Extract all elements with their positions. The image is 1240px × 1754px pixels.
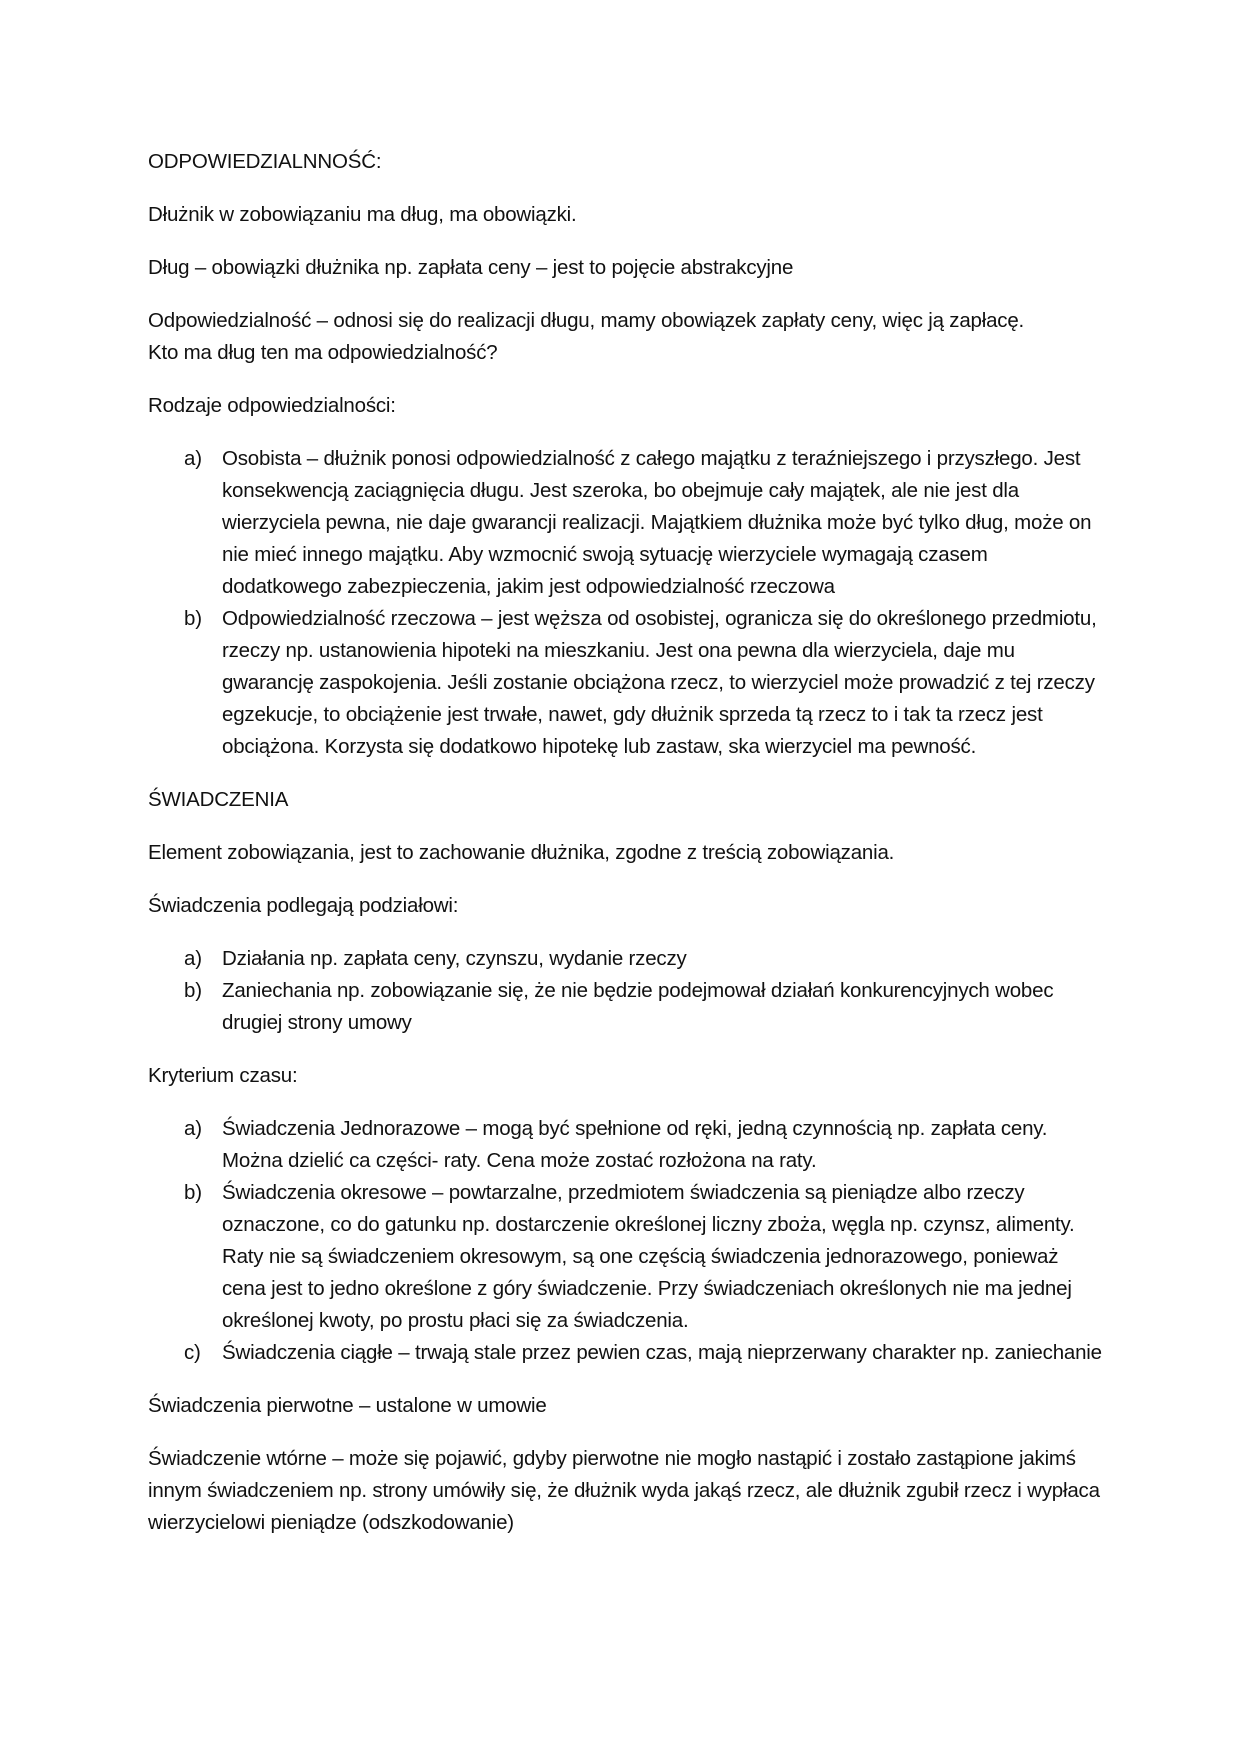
paragraph-podzial: Świadczenia podlegają podziałowi: — [148, 894, 459, 917]
list-item — [148, 1113, 1103, 1177]
paragraph-element: Element zobowiązania, jest to zachowanie dłużnika, zgodne z treścią zobowiązania. — [148, 841, 895, 864]
heading-odpowiedzialnosc: ODPOWIEDZIALNNOŚĆ: — [148, 150, 382, 173]
paragraph-line: Odpowiedzialność – odnosi się do realizacji długu, mamy obowiązek zapłaty ceny, więc ją zapłacę. — [148, 309, 1025, 332]
list-item-text: Świadczenia okresowe – powtarzalne, przedmiotem świadczenia są pieniądze albo rzeczy oznaczone, co do gatunku np. dostarczenie określonej liczny zboża, węgla np. czynsz, alimenty. Raty nie są świadczeniem okresowym, są one częścią świadczenia jednorazowego, ponieważ cena jest to jedno określone z góry świadczenie. Przy świadczeniach określonych nie ma jednej określonej kwoty, po prostu płaci się za świadczenia. — [222, 1181, 1075, 1332]
list-item-text: Świadczenia Jednorazowe – mogą być spełnione od ręki, jedną czynnością np. zapłata ceny. Można dzielić ca części- raty. Cena może zostać rozłożona na raty. — [222, 1117, 1048, 1172]
paragraph-dlug: Dług – obowiązki dłużnika np. zapłata ceny – jest to pojęcie abstrakcyjne — [148, 256, 794, 279]
list-podzial — [148, 943, 1103, 1039]
list-item — [148, 975, 1103, 1039]
list-item-text: Osobista – dłużnik ponosi odpowiedzialność z całego majątku z teraźniejszego i przyszłego. Jest konsekwencją zaciągnięcia długu. Jest szeroka, bo obejmuje cały majątek, ale nie jest dla wierzyciela pewna, nie daje gwarancji realizacji. Majątkiem dłużnika może być tylko dług, może on nie mieć innego majątku. Aby wzmocnić swoją sytuację wierzyciele wymagają czasem dodatkowego zabezpieczenia, jakim jest odpowiedzialność rzeczowa — [222, 447, 1092, 598]
paragraph-line: Kto ma dług ten ma odpowiedzialność? — [148, 341, 498, 364]
list-item — [148, 1177, 1103, 1337]
list-marker: b) — [184, 1181, 202, 1204]
list-item-text: Świadczenia ciągłe – trwają stale przez pewien czas, mają nieprzerwany charakter np. zaniechanie — [222, 1341, 1102, 1364]
list-marker: b) — [184, 979, 202, 1002]
paragraph-wtorne: Świadczenie wtórne – może się pojawić, gdyby pierwotne nie mogło nastąpić i zostało zastąpione jakimś innym świadczeniem np. strony umówiły się, że dłużnik wyda jakąś rzecz, ale dłużnik zgubił rzecz i wypłaca wierzycielowi pieniądze (odszkodowanie) — [148, 1447, 1100, 1534]
list-rodzaje-odpowiedzialnosci — [148, 443, 1103, 763]
paragraph-dluznik: Dłużnik w zobowiązaniu ma dług, ma obowiązki. — [148, 203, 577, 226]
list-marker: a) — [184, 947, 202, 970]
list-marker: a) — [184, 447, 202, 470]
heading-swiadczenia: ŚWIADCZENIA — [148, 788, 289, 811]
list-item — [148, 1337, 1103, 1369]
list-item-text: Zaniechania np. zobowiązanie się, że nie będzie podejmował działań konkurencyjnych wobec drugiej strony umowy — [222, 979, 1054, 1034]
paragraph-rodzaje: Rodzaje odpowiedzialności: — [148, 394, 396, 417]
list-item — [148, 443, 1103, 603]
list-kryterium-czasu — [148, 1113, 1103, 1369]
list-item-text: Działania np. zapłata ceny, czynszu, wydanie rzeczy — [222, 947, 687, 970]
paragraph-odpowiedzialnosc — [148, 305, 1103, 369]
paragraph-kryterium: Kryterium czasu: — [148, 1064, 298, 1087]
list-marker: b) — [184, 607, 202, 630]
list-marker: c) — [184, 1341, 201, 1364]
list-item — [148, 943, 1103, 975]
document-page — [148, 146, 1103, 1539]
list-item — [148, 603, 1103, 763]
list-marker: a) — [184, 1117, 202, 1140]
list-item-text: Odpowiedzialność rzeczowa – jest węższa od osobistej, ogranicza się do określonego przedmiotu, rzeczy np. ustanowienia hipoteki na mieszkaniu. Jest ona pewna dla wierzyciela, daje mu gwarancję zaspokojenia. Jeśli zostanie obciążona rzecz, to wierzyciel może prowadzić z tej rzeczy egzekucje, to obciążenie jest trwałe, nawet, gdy dłużnik sprzeda tą rzecz to i tak ta rzecz jest obciążona. Korzysta się dodatkowo hipotekę lub zastaw, ska wierzyciel ma pewność. — [222, 607, 1097, 758]
paragraph-pierwotne: Świadczenia pierwotne – ustalone w umowie — [148, 1394, 547, 1417]
